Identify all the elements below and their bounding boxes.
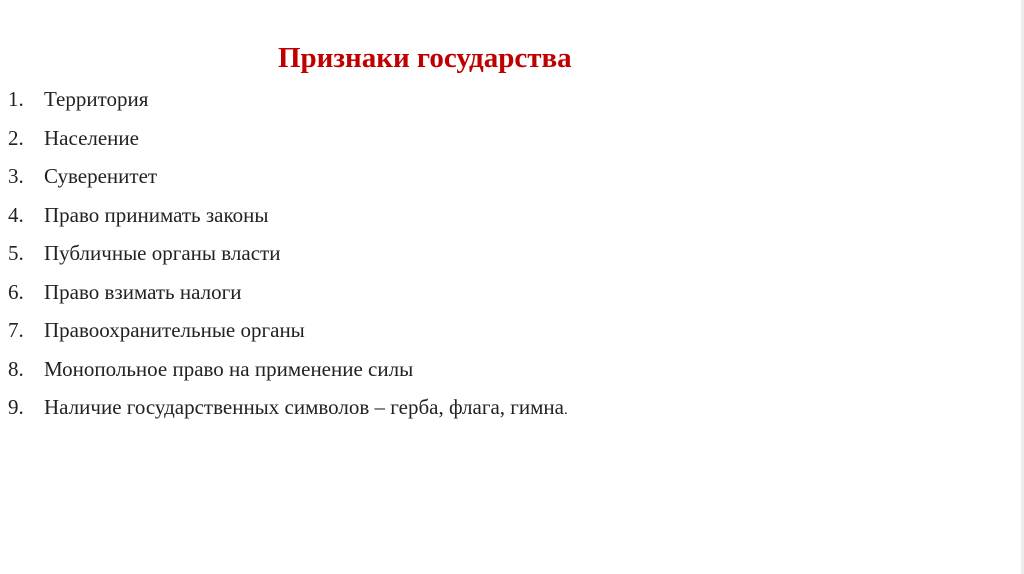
list-item-text: Территория — [44, 87, 149, 111]
list-item-text: Население — [44, 125, 139, 150]
list-item — [8, 313, 568, 352]
list-item — [8, 236, 568, 275]
list-item-text: Монопольное право на применение силы — [44, 356, 414, 381]
list-item — [8, 198, 568, 237]
slide-title: Признаки государства — [278, 42, 572, 74]
list-item-number: 7. — [8, 318, 24, 342]
list-item — [8, 390, 568, 429]
features-list — [8, 82, 568, 429]
list-item-text: Суверенитет — [44, 164, 158, 188]
list-item — [8, 352, 568, 391]
list-item-number: 3. — [8, 164, 24, 188]
list-item-number: 1. — [8, 87, 24, 111]
list-item — [8, 82, 568, 121]
list-item-text: Наличие государственных символов – герба, флага, гимна — [44, 395, 564, 419]
list-item — [8, 275, 568, 314]
list-item — [8, 121, 568, 160]
list-item-number: 6. — [8, 279, 24, 304]
list-item-text: Публичные органы власти — [44, 241, 281, 265]
list-item-number: 4. — [8, 202, 24, 227]
list-item-number: 8. — [8, 356, 24, 381]
list-item-number: 2. — [8, 125, 24, 150]
list-item-text: Право принимать законы — [44, 202, 269, 227]
list-item-text: Право взимать налоги — [44, 279, 242, 304]
list-item — [8, 159, 568, 198]
list-item-trailing-period: . — [563, 402, 568, 418]
list-item-number: 5. — [8, 241, 24, 265]
list-item-text: Правоохранительные органы — [44, 318, 305, 342]
list-item-number: 9. — [8, 395, 24, 419]
